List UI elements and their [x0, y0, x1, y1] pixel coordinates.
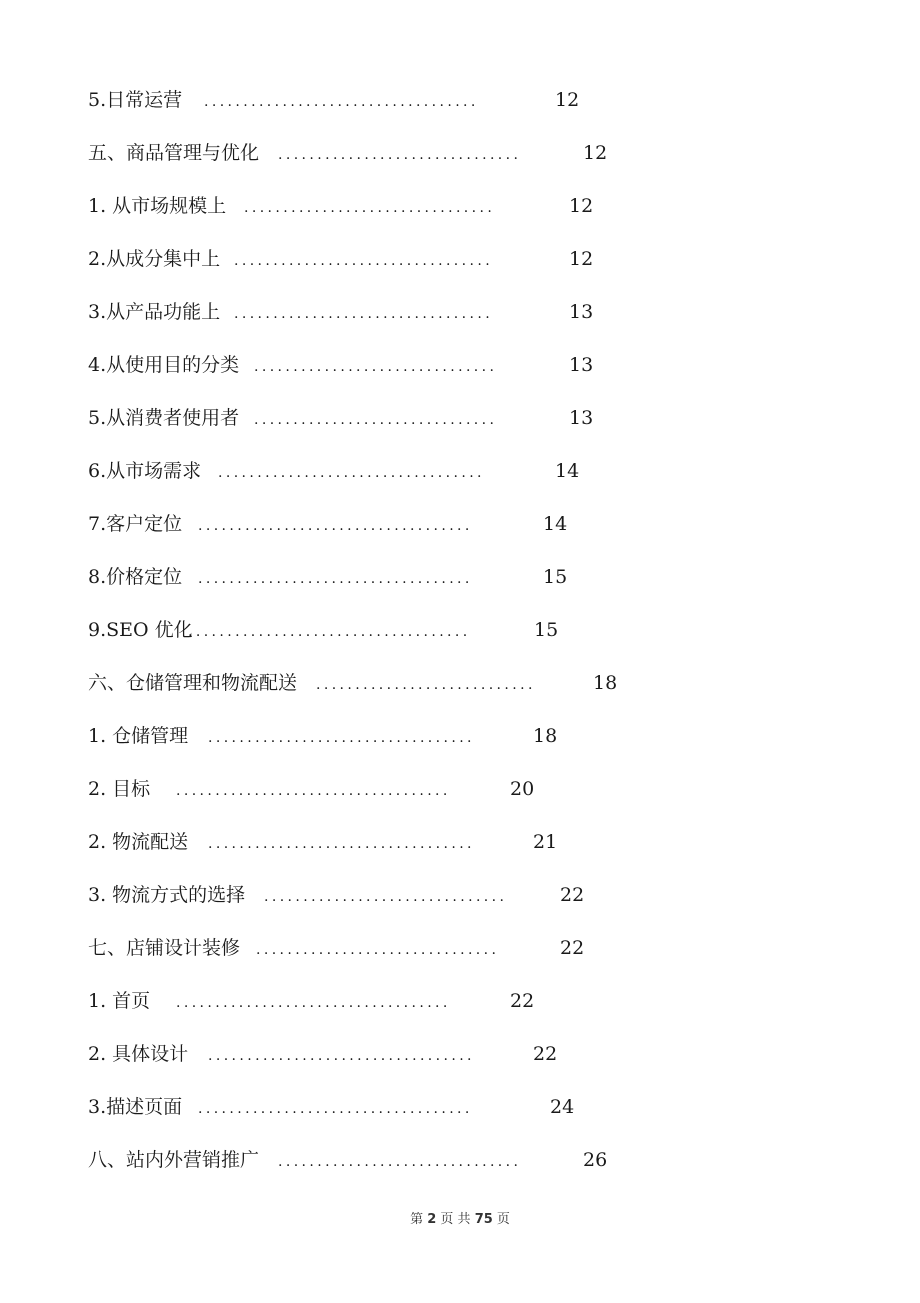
toc-leader-dots: ...................................: [198, 571, 473, 587]
toc-page-number: 12: [555, 89, 580, 111]
toc-leader-dots: ...............................: [264, 889, 508, 905]
toc-entry-title: 3.从产品功能上: [88, 301, 221, 323]
toc-page-number: 14: [543, 513, 568, 535]
table-of-contents: [88, 84, 648, 1197]
toc-entry-title: 1. 仓储管理: [88, 725, 189, 747]
toc-entry-title: 2. 具体设计: [88, 1043, 189, 1065]
toc-entry[interactable]: [88, 1144, 648, 1197]
toc-entry-title: 5.从消费者使用者: [88, 407, 240, 429]
toc-page-number: 20: [510, 778, 535, 800]
toc-page-number: 12: [569, 248, 594, 270]
toc-page-number: 15: [543, 566, 568, 588]
toc-entry[interactable]: [88, 137, 648, 190]
toc-entry[interactable]: [88, 402, 648, 455]
toc-entry[interactable]: [88, 932, 648, 985]
toc-leader-dots: ............................: [316, 677, 536, 693]
footer-suffix: 页: [496, 1212, 510, 1227]
toc-entry-title: 3.描述页面: [88, 1096, 183, 1118]
toc-leader-dots: ...................................: [176, 783, 451, 799]
toc-leader-dots: ...............................: [278, 147, 522, 163]
toc-leader-dots: ..................................: [208, 836, 475, 852]
toc-leader-dots: .................................: [234, 306, 494, 322]
toc-leader-dots: ..................................: [208, 730, 475, 746]
page-footer: [0, 1208, 920, 1227]
toc-page-number: 13: [569, 354, 594, 376]
toc-page-number: 22: [510, 990, 535, 1012]
toc-entry-title: 1. 从市场规模上: [88, 195, 227, 217]
toc-leader-dots: ..................................: [208, 1048, 475, 1064]
toc-entry-title: 5.日常运营: [88, 89, 183, 111]
toc-entry[interactable]: [88, 190, 648, 243]
toc-leader-dots: .................................: [234, 253, 494, 269]
toc-entry[interactable]: [88, 508, 648, 561]
toc-leader-dots: ...............................: [278, 1154, 522, 1170]
toc-entry[interactable]: [88, 1038, 648, 1091]
toc-entry-title: 七、店铺设计装修: [88, 937, 241, 959]
toc-entry[interactable]: [88, 1091, 648, 1144]
toc-entry-title: 八、站内外营销推广: [88, 1149, 260, 1171]
toc-entry[interactable]: [88, 455, 648, 508]
footer-total-pages: 75: [474, 1212, 493, 1227]
toc-entry[interactable]: [88, 296, 648, 349]
toc-leader-dots: ...............................: [256, 942, 500, 958]
toc-page-number: 22: [560, 937, 585, 959]
toc-entry-title: 8.价格定位: [88, 566, 183, 588]
toc-page-number: 21: [533, 831, 558, 853]
toc-leader-dots: ...............................: [254, 359, 498, 375]
toc-entry[interactable]: [88, 349, 648, 402]
toc-page-number: 24: [550, 1096, 575, 1118]
toc-page-number: 12: [569, 195, 594, 217]
toc-page-number: 22: [533, 1043, 558, 1065]
toc-entry-title: 2. 目标: [88, 778, 151, 800]
toc-entry[interactable]: [88, 614, 648, 667]
toc-entry[interactable]: [88, 879, 648, 932]
toc-page-number: 18: [593, 672, 618, 694]
toc-leader-dots: ...............................: [254, 412, 498, 428]
toc-entry[interactable]: [88, 985, 648, 1038]
toc-entry[interactable]: [88, 667, 648, 720]
toc-page-number: 26: [583, 1149, 608, 1171]
toc-leader-dots: ..................................: [218, 465, 485, 481]
toc-entry-title: 4.从使用目的分类: [88, 354, 240, 376]
toc-entry-title: 9.SEO 优化: [88, 619, 193, 641]
toc-page-number: 15: [534, 619, 559, 641]
toc-entry[interactable]: [88, 720, 648, 773]
toc-page-number: 22: [560, 884, 585, 906]
footer-prefix: 第: [410, 1212, 424, 1227]
toc-entry-title: 五、商品管理与优化: [88, 142, 260, 164]
toc-entry-title: 1. 首页: [88, 990, 151, 1012]
toc-entry-title: 2.从成分集中上: [88, 248, 221, 270]
footer-current-page: 2: [427, 1212, 437, 1227]
toc-leader-dots: ...................................: [176, 995, 451, 1011]
toc-entry[interactable]: [88, 243, 648, 296]
toc-leader-dots: ...................................: [204, 94, 479, 110]
toc-entry[interactable]: [88, 773, 648, 826]
toc-leader-dots: ...................................: [198, 1101, 473, 1117]
toc-entry-title: 六、仓储管理和物流配送: [88, 672, 298, 694]
toc-page-number: 14: [555, 460, 580, 482]
toc-page-number: 18: [533, 725, 558, 747]
toc-page-number: 13: [569, 301, 594, 323]
toc-page-number: 13: [569, 407, 594, 429]
toc-leader-dots: ....................................: [188, 624, 471, 640]
toc-entry-title: 6.从市场需求: [88, 460, 202, 482]
toc-entry-title: 3. 物流方式的选择: [88, 884, 246, 906]
toc-entry[interactable]: [88, 561, 648, 614]
toc-entry[interactable]: [88, 84, 648, 137]
toc-page-number: 12: [583, 142, 608, 164]
toc-entry-title: 2. 物流配送: [88, 831, 189, 853]
footer-middle: 页 共: [440, 1212, 471, 1227]
toc-leader-dots: ...................................: [198, 518, 473, 534]
toc-entry-title: 7.客户定位: [88, 513, 183, 535]
toc-entry[interactable]: [88, 826, 648, 879]
toc-leader-dots: ................................: [244, 200, 496, 216]
